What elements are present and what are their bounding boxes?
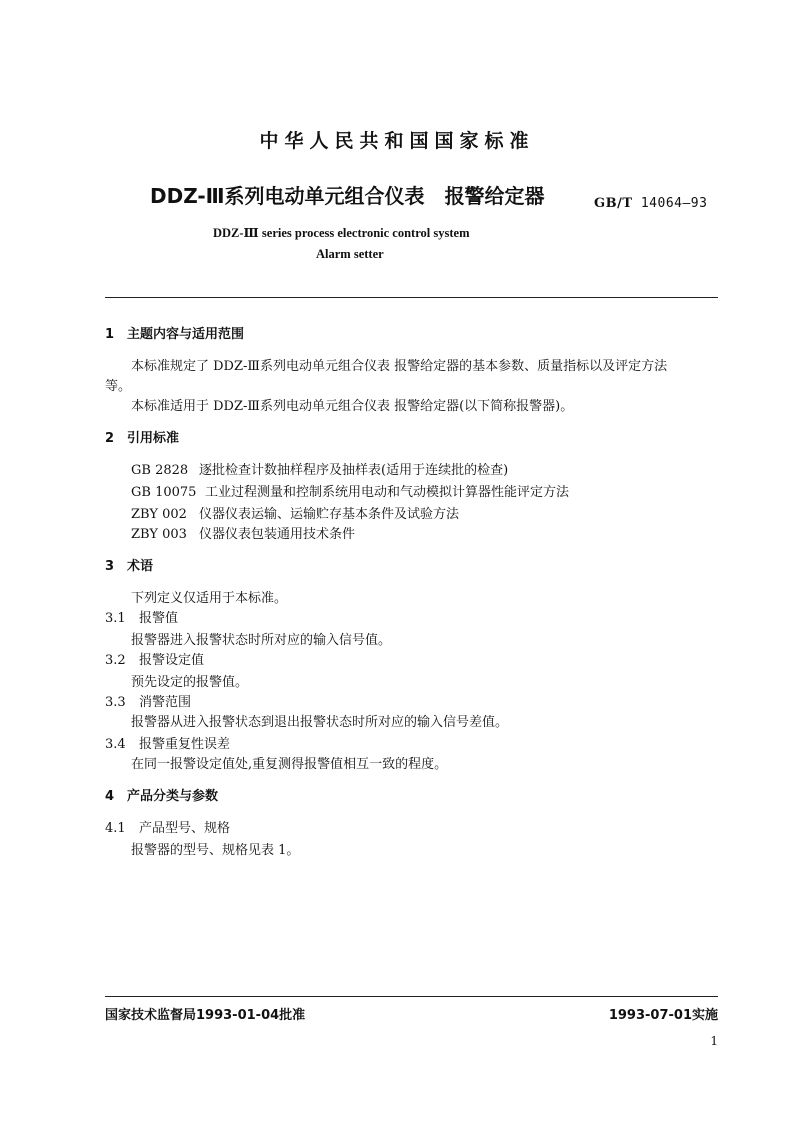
reference-text: 仪器仪表包装通用技术条件 xyxy=(199,527,356,542)
section-4-title: 产品分类与参数 xyxy=(127,789,219,804)
english-title-line1: DDZ-Ⅲ series process electronic control system xyxy=(213,226,470,240)
reference-text: 工业过程测量和控制系统用电动和气动模拟计算器性能评定方法 xyxy=(205,485,570,500)
section-3-title: 术语 xyxy=(127,559,154,574)
section-1-heading xyxy=(105,327,244,343)
section-3-number: 3 xyxy=(105,559,115,574)
document-title xyxy=(150,180,545,209)
term-heading xyxy=(105,737,230,753)
standard-prefix: GB/T xyxy=(594,196,633,211)
subsection-heading xyxy=(105,821,230,837)
english-title-line2: Alarm setter xyxy=(316,247,384,261)
section-1-paragraph-1-line-2: 等。 xyxy=(105,379,132,394)
term-definition: 报警器从进入报警状态到退出报警状态时所对应的输入信号差值。 xyxy=(131,715,509,730)
subsection-text: 报警器的型号、规格见表 1。 xyxy=(131,843,300,858)
page-number: 1 xyxy=(710,1034,718,1048)
title-main: DDZ-Ⅲ系列电动单元组合仪表 xyxy=(150,184,425,208)
term-number: 3.2 xyxy=(105,653,126,668)
term-definition: 报警器进入报警状态时所对应的输入信号值。 xyxy=(131,633,392,648)
reference-code: ZBY 002 xyxy=(131,507,187,522)
term-name: 报警设定值 xyxy=(139,653,205,668)
subsection-number: 4.1 xyxy=(105,821,126,836)
term-number: 3.1 xyxy=(105,611,126,626)
section-2-title: 引用标准 xyxy=(127,431,180,446)
term-definition: 在同一报警设定值处,重复测得报警值相互一致的程度。 xyxy=(131,757,448,772)
section-1-paragraph-2: 本标准适用于 DDZ-Ⅲ系列电动单元组合仪表 报警给定器(以下简称报警器)。 xyxy=(131,399,574,414)
term-heading xyxy=(105,695,191,711)
standard-code: 14064—93 xyxy=(640,196,708,211)
term-name: 消警范围 xyxy=(139,695,192,710)
section-1-title: 主题内容与适用范围 xyxy=(127,327,245,342)
reference-code: GB 10075 xyxy=(131,485,197,500)
section-3-intro: 下列定义仅适用于本标准。 xyxy=(131,591,288,606)
term-number: 3.3 xyxy=(105,695,126,710)
approval-date: 国家技术监督局1993-01-04批准 xyxy=(105,1008,306,1023)
section-1-number: 1 xyxy=(105,327,115,342)
national-standard-heading: 中华人民共和国国家标准 xyxy=(259,130,535,152)
header-divider xyxy=(105,297,718,298)
term-definition: 预先设定的报警值。 xyxy=(131,675,249,690)
section-2-heading xyxy=(105,431,179,447)
section-1-paragraph-1-line-1: 本标准规定了 DDZ-Ⅲ系列电动单元组合仪表 报警给定器的基本参数、质量指标以及评定方法 xyxy=(131,359,668,374)
reference-text: 逐批检查计数抽样程序及抽样表(适用于连续批的检查) xyxy=(199,463,509,478)
term-name: 报警值 xyxy=(139,611,179,626)
reference-item xyxy=(131,463,508,479)
reference-item xyxy=(131,527,355,543)
section-4-heading xyxy=(105,789,218,805)
standard-number xyxy=(594,196,707,211)
reference-text: 仪器仪表运输、运输贮存基本条件及试验方法 xyxy=(199,507,460,522)
term-heading xyxy=(105,653,204,669)
reference-code: ZBY 003 xyxy=(131,527,187,542)
term-name: 报警重复性误差 xyxy=(139,737,231,752)
reference-item xyxy=(131,507,459,523)
title-sub: 报警给定器 xyxy=(444,184,545,208)
reference-code: GB 2828 xyxy=(131,463,189,478)
section-2-number: 2 xyxy=(105,431,115,446)
footer-divider xyxy=(105,996,718,997)
section-3-heading xyxy=(105,559,153,575)
effective-date: 1993-07-01实施 xyxy=(608,1008,718,1023)
reference-item xyxy=(131,485,569,501)
term-heading xyxy=(105,611,178,627)
section-4-number: 4 xyxy=(105,789,115,804)
term-number: 3.4 xyxy=(105,737,126,752)
subsection-title: 产品型号、规格 xyxy=(139,821,231,836)
